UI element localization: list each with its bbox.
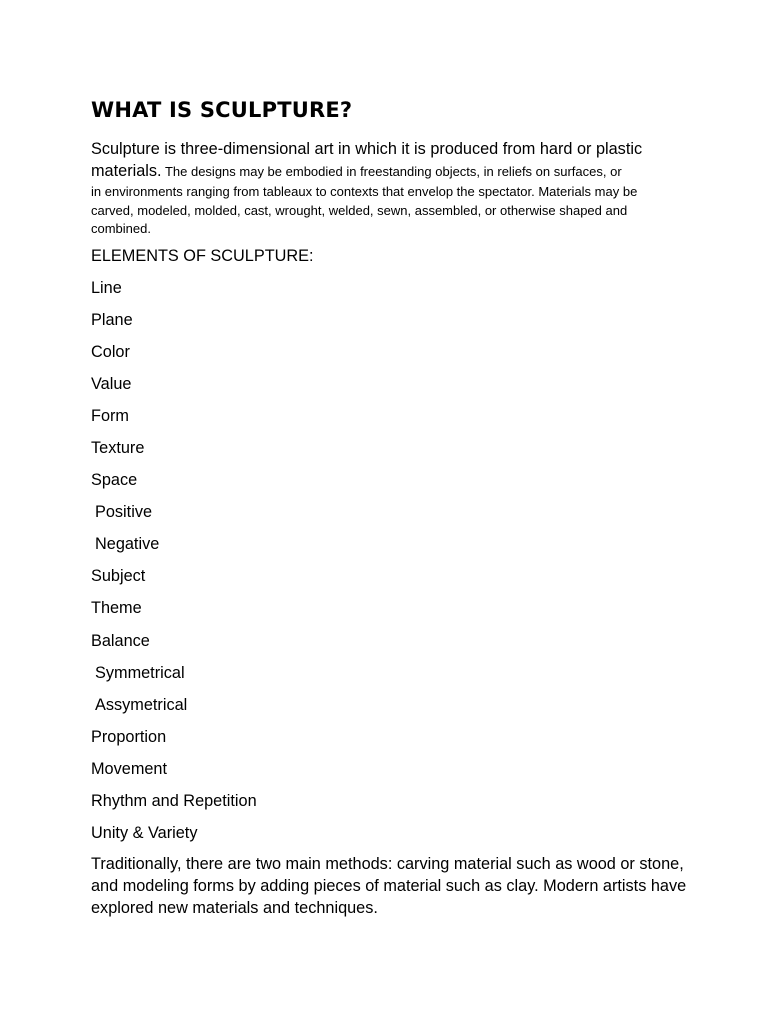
intro-line-2: [91, 160, 681, 183]
list-item: Theme: [91, 599, 142, 618]
intro-line-2-small-text: The designs may be embodied in freestanding objects, in reliefs on surfaces, or: [161, 164, 622, 179]
list-item: Balance: [91, 631, 150, 650]
closing-paragraph: Traditionally, there are two main methods: carving material such as wood or stone, and modeling forms by adding pieces of material such as clay. Modern artists have explored new materials and techniques.: [91, 855, 687, 917]
intro-line-1: Sculpture is three-dimensional art in which it is produced from hard or plastic: [91, 140, 643, 158]
list-item: Texture: [91, 439, 145, 458]
intro-remaining-text: in environments ranging from tableaux to contexts that envelop the spectator. Materials may be carved, modeled, molded, cast, wrought, welded, sewn, assembled, or otherwise shaped and combined.: [91, 184, 638, 236]
list-subitem: Negative: [95, 535, 160, 554]
list-item: Value: [91, 375, 132, 394]
list-item: Color: [91, 343, 130, 362]
list-item: Unity & Variety: [91, 823, 198, 842]
list-item: Proportion: [91, 727, 167, 746]
list-item: Line: [91, 279, 122, 297]
list-item: Movement: [91, 759, 168, 778]
elements-heading: ELEMENTS OF SCULPTURE:: [91, 247, 314, 265]
list-subitem: Positive: [95, 503, 153, 522]
intro-line-2-large-text: materials.: [91, 162, 162, 180]
document-title: WHAT IS SCULPTURE?: [91, 98, 353, 122]
list-item: Form: [91, 407, 129, 426]
list-subitem: Symmetrical: [95, 663, 185, 682]
list-item: Space: [91, 471, 138, 490]
list-subitem: Assymetrical: [95, 695, 188, 714]
elements-list: [91, 278, 257, 855]
list-item: Rhythm and Repetition: [91, 791, 257, 810]
list-item: Subject: [91, 567, 146, 586]
list-item: Plane: [91, 311, 133, 330]
intro-paragraph: [91, 138, 681, 239]
